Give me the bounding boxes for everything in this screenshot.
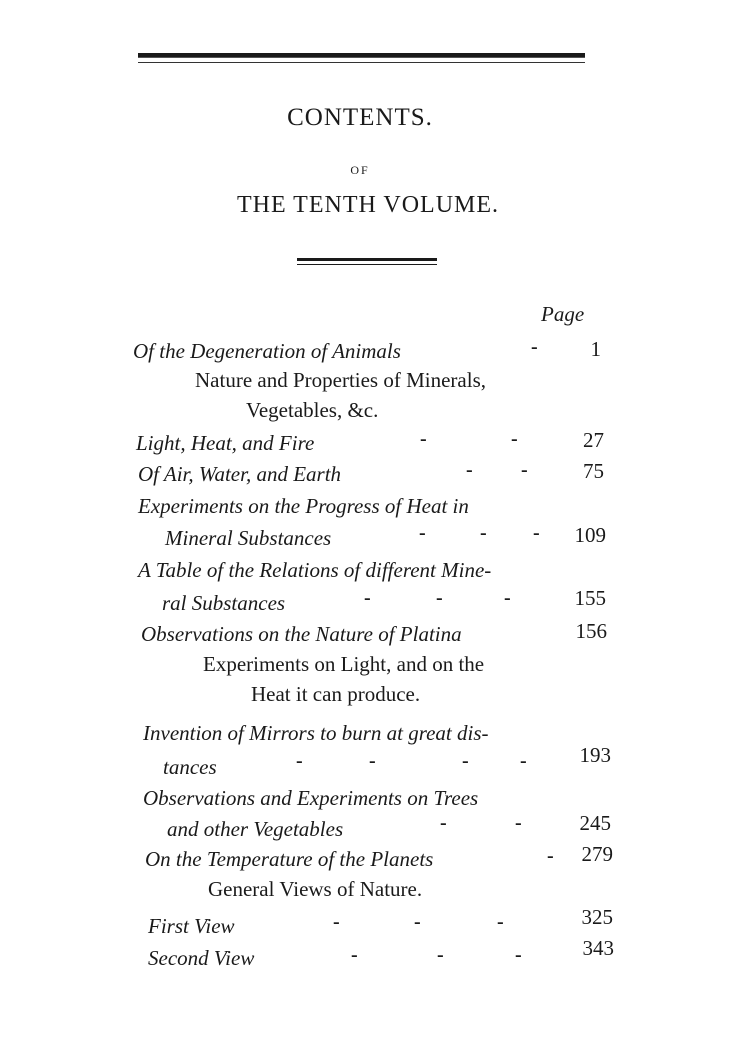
leader-dash: -	[547, 845, 554, 867]
toc-entry-text: tances	[163, 755, 217, 779]
leader-dash: -	[521, 459, 528, 481]
toc-page-number: 109	[574, 523, 606, 547]
toc-page-number: 279	[581, 842, 613, 866]
toc-entry-text: Of Air, Water, and Earth	[138, 462, 342, 486]
leader-dash: -	[296, 750, 303, 772]
section-heading: Vegetables, &c.	[246, 398, 379, 422]
leader-dash: -	[351, 944, 358, 966]
leader-dash: -	[436, 587, 443, 609]
toc-page-number: 75	[583, 459, 604, 483]
leader-dash: -	[369, 750, 376, 772]
top-rule-thin	[138, 62, 585, 63]
toc-page-number: 27	[583, 428, 604, 452]
section-heading: Nature and Properties of Minerals,	[195, 368, 486, 392]
toc-entry-text: A Table of the Relations of different Mine-	[138, 558, 492, 582]
top-rule	[138, 53, 585, 58]
leader-dash: -	[504, 587, 511, 609]
toc-page-number: 193	[579, 743, 611, 767]
leader-dash: -	[440, 812, 447, 834]
toc-entry-text: Second View	[148, 946, 255, 970]
leader-dash: -	[414, 911, 421, 933]
page-title: CONTENTS.	[287, 104, 433, 131]
toc-page-number: 156	[575, 619, 607, 643]
toc-entry-text: Observations and Experiments on Trees	[143, 786, 479, 810]
leader-dash: -	[520, 750, 527, 772]
toc-entry-text: Invention of Mirrors to burn at great dis-	[143, 721, 489, 745]
toc-page-number: 155	[574, 586, 606, 610]
leader-dash: -	[462, 750, 469, 772]
leader-dash: -	[333, 911, 340, 933]
divider-rule-thin	[297, 264, 437, 265]
page-subtitle: THE TENTH VOLUME.	[236, 192, 500, 218]
leader-dash: -	[364, 587, 371, 609]
toc-entry-text: and other Vegetables	[167, 817, 344, 841]
toc-page-number: 245	[579, 811, 611, 835]
leader-dash: -	[466, 459, 473, 481]
leader-dash: -	[533, 522, 540, 544]
leader-dash: -	[480, 522, 487, 544]
leader-dash: -	[515, 944, 522, 966]
section-heading: Experiments on Light, and on the	[203, 652, 485, 676]
leader-dash: -	[531, 336, 538, 358]
toc-entry-text: On the Temperature of the Planets	[145, 847, 434, 871]
toc-page-number: 343	[582, 936, 614, 960]
toc-entry-text: First View	[148, 914, 235, 938]
leader-dash: -	[511, 428, 518, 450]
page-column-label: Page	[541, 302, 585, 326]
toc-entry-text: Experiments on the Progress of Heat in	[138, 494, 469, 518]
leader-dash: -	[437, 944, 444, 966]
toc-entry-text: Mineral Substances	[165, 526, 332, 550]
toc-entry-text: ral Substances	[162, 591, 286, 615]
leader-dash: -	[515, 812, 522, 834]
title-of: OF	[350, 163, 370, 177]
toc-entry-text: Observations on the Nature of Platina	[141, 622, 462, 646]
section-heading: General Views of Nature.	[208, 877, 423, 901]
toc-page-number: 325	[581, 905, 613, 929]
leader-dash: -	[497, 911, 504, 933]
section-heading: Heat it can produce.	[251, 682, 421, 706]
toc-entry-text: Of the Degeneration of Animals	[133, 339, 401, 363]
divider-rule	[297, 258, 437, 261]
toc-entry-text: Light, Heat, and Fire	[136, 431, 315, 455]
leader-dash: -	[420, 428, 427, 450]
toc-page-number: 1	[590, 337, 601, 361]
leader-dash: -	[419, 522, 426, 544]
